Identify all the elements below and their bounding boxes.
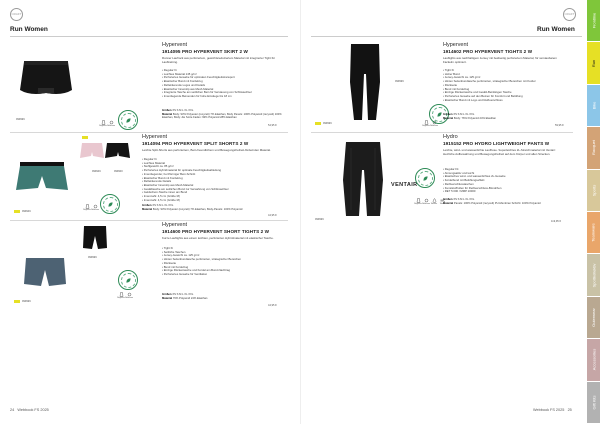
waterproof-icon: Wasser (431, 198, 437, 205)
product-specs: Größen XS S M L XL XXL Material Body: 93% Polyester (recycelt) 7% Elasthan, Body-Panels: 100% Polyamid (142, 204, 243, 211)
thumb-code: 999900 (114, 170, 123, 173)
leaf-icon (422, 175, 429, 182)
tab-accessories[interactable]: Accessories (587, 339, 600, 381)
feature-list: • Tight fit • Hoher Bund • Jersey-Gewicht ca. 125 g/m² • Hinten Seitenbundtasche perforierten, strategischer Bereichen mit Kordel • Rückseite • Bund mit Kordelzug • Einzige Rückentasche und Gesäß-Beinlängen Tasche • Perforiertes Gewebe auf den Beinen für Komfort und Belüftung • Elastischer Bund mit Logo und Reißverschluss (443, 69, 567, 102)
product-code: 999999 (315, 122, 332, 125)
product-name: 1914602 PRO HYPERVENT TIGHTS 2 W (443, 49, 533, 54)
sustainability-badge (118, 110, 138, 130)
reflective-icon: Reflexion (431, 120, 437, 127)
ventair-logo: VENTAIR (391, 182, 418, 188)
sustainability-badge (415, 168, 435, 188)
shorts-image (14, 160, 70, 196)
product-card[interactable] (10, 220, 288, 308)
pants-image (341, 140, 385, 218)
tab-racquet[interactable]: Racquet (587, 127, 600, 169)
brand-logo: CRAFT (10, 8, 23, 21)
price: 44,95 € (268, 214, 277, 217)
product-name: 1914094 PRO HYPERVENT SPLIT SHORTS 2 W (142, 141, 249, 146)
product-image[interactable] (14, 160, 70, 196)
tab-sportkollektiv[interactable]: Sportkollektiv (587, 254, 600, 296)
product-divider (10, 132, 288, 133)
reflective-icon: Reflexion (108, 120, 114, 127)
leaf-icon (436, 111, 443, 118)
feature-icons (100, 120, 114, 127)
reflective-icon: Reflexion (423, 198, 429, 205)
feature-list: • Regular fit • Leichtes Material • Stoffgewicht ca. 85 g/m² • Perforiertes Hybridmaterial für optimale Feuchtigkeitsableitung • Innenliegender, herzförmiger Bein-Schnitt • Elastischer Bund mit Kordelzug • Reflektierende Details • Elastischer Innenslip aus Mesh-Material • Gesäßtasche am seitlichen Bund zur Verwahrung von Schlüssel/Gel • Geldschein-Tasche innen am Bund • Innennaht: 4,5 cm (Größe M) • Innennaht: 4,5 cm (Größe M) (142, 158, 277, 202)
regular-fit-icon: Reguläre (84, 204, 90, 211)
product-code: 999999 (16, 118, 25, 121)
short-tights-image (20, 256, 70, 288)
product-brand: Hypervent (162, 42, 188, 48)
product-image[interactable] (341, 140, 385, 218)
product-specs: Größen XS S M L XL XXL Material 76% Polyamid 24% Elasthan (162, 293, 208, 300)
product-description: Kurze Lauftights aus einem leichten, perforierten Hybridmaterial mit elastischer Tasche. (162, 236, 274, 240)
page-title: Run Women (537, 26, 575, 33)
product-name: 1914600 PRO HYPERVENT SHORT TIGHTS 2 W (162, 229, 270, 234)
thumb-code: 999999 (395, 80, 404, 83)
product-image[interactable] (345, 42, 385, 122)
product-specs: Größen XS S M L XL XXL Material Body: 93% Polyester (recycelt) 7% Elasthan, Body Panels: 100% Polyamid (recycelt) 100% Elasthan, Body: die Sorte Faden: 93% Polyamid 28% Elasthan (162, 109, 282, 119)
feature-icons (84, 204, 98, 211)
product-brand: Hydro (443, 134, 458, 140)
price: 119,95 € (551, 220, 561, 223)
feature-list: • Tight fit • Seitliche Taschen • Jersey-Gewicht ca. 125 g/m² • Hinten Seitenbundtasche perforierten, strategischer Bereichen • Rückseite • Bund mit Kordelzug • Einzige Rückentasche und Kordel am Bund-Nachtrag • Perforiertes Gewebe für Ventilation (162, 247, 282, 277)
product-card[interactable] (10, 40, 288, 132)
regular-fit-icon: Reguläre (423, 120, 429, 127)
product-code: 999999 (315, 218, 324, 221)
product-image[interactable] (16, 48, 76, 108)
product-code: 999999 (14, 300, 31, 303)
reflective-icon: Reflexion (92, 204, 98, 211)
skirt-image (16, 58, 76, 98)
product-brand: Hypervent (142, 134, 168, 140)
windproof-icon: Wind (439, 198, 445, 205)
category-tabs (587, 0, 600, 424)
product-image[interactable] (20, 256, 70, 288)
reflective-icon: Reflexion (126, 292, 132, 299)
product-card[interactable] (10, 132, 288, 218)
regular-fit-icon: Reguläre (118, 292, 124, 299)
product-code: 999949 (14, 210, 31, 213)
product-description: Leichte, wind- und wasserdichte Laufhose. Superleichtes 2L-Stretchmaterial mit Ventair: Herrliche Aufbewahrung und Bewegungsfreiheit auf dem Körper und allen Strecken. (443, 148, 556, 156)
tab-teamware[interactable]: Teamware (587, 212, 600, 254)
brand-logo: CRAFT (563, 8, 576, 21)
thumb-code: 999949 (92, 170, 101, 173)
product-description: Runner Laufrock aus perforiertem, gewichtsreduziertem Material mit integrierter Tight für Lauftraining. (162, 56, 275, 64)
right-page (300, 0, 600, 424)
product-name: 1914095 PRO HYPERVENT SKIRT 2 W (162, 49, 248, 54)
tab-outerwear[interactable]: Outerwear (587, 297, 600, 339)
feature-icons (415, 198, 445, 205)
sustainability-badge (118, 270, 138, 290)
tab-gift-kits[interactable]: Gift Kits (587, 382, 600, 424)
feature-icons (118, 292, 132, 299)
product-divider (311, 132, 573, 133)
tab-sports[interactable]: Sports (587, 170, 600, 212)
product-brand: Hypervent (443, 42, 469, 48)
price: 54,95 € (268, 124, 277, 127)
product-description: Leichte Split-Shorts aus perforiertem, Bein-freundlichem und Bewegungsfreiheit-fördernden Material. (142, 148, 271, 152)
product-card[interactable] (311, 132, 573, 228)
tab-bike[interactable]: Bike (587, 85, 600, 127)
regular-fit-icon: Reguläre (100, 120, 106, 127)
feature-list: • Regular Fit • Atmungsaktiv und leicht • Elastisches wind- und wasserdichtes 2L-Gewebe • Kordelbund mit Belüftungseffekt • Reißverschlusstaschen • Kunststoffrollen für Reißverschluss-Bündchen • RET 5 000 / MMP 10000 (443, 168, 567, 194)
product-image-variants[interactable] (80, 140, 130, 166)
price: 59,95 € (555, 124, 564, 127)
leaf-icon (107, 201, 114, 208)
leaf-icon (125, 277, 132, 284)
title-divider (10, 36, 288, 37)
short-tights-variant-image (80, 224, 110, 254)
tab-run[interactable]: Run (587, 42, 600, 84)
product-image-variant[interactable] (80, 224, 110, 254)
product-card[interactable] (311, 40, 573, 132)
sustainability-badge (100, 194, 120, 214)
page-number: 24 Webbook FS 2025 (10, 408, 49, 412)
price: 44,95 € (268, 304, 277, 307)
product-description: Lauftights aus nachhaltigem Jersey mit beidseitig perforiertem Material, für verstaubarem Fackelm optimiert. (443, 56, 557, 64)
new-badge (82, 136, 88, 139)
product-specs: Größen XS S M L XL XXL Material Panels: 100% Polyamid (recycelt) PU-Membran Schicht: 100% Polyamid (443, 198, 541, 205)
product-divider (10, 220, 288, 221)
shorts-variants-image (80, 140, 130, 166)
page-number: Webbook FS 2025 25 (533, 408, 572, 412)
leaf-icon (125, 117, 132, 124)
feature-list: • Regular fit • Leichtes Material 145 g/m² • Perforiertes Gewebe für optimalen Feuchtigkeitstransport • Elastischer Bund mit Kordelzug • Reflektierende Logos und Details • Elastischer Innenslip aus Mesh-Material • Integrierte Tasche am seitlichen Bein für Verstauung von Schlüssel/Gel • Innenliegende Beinenden für hohe Einstiege bis 18 cm (162, 69, 282, 99)
tights-image (345, 42, 385, 122)
title-divider (311, 36, 582, 37)
thumb-code: 999999 (88, 256, 97, 259)
page-title: Run Women (10, 26, 48, 33)
product-brand: Hypervent (162, 222, 188, 228)
product-specs: Größen XS S M L XL XXL Material Body: 76% Polyamid 24% Elasthan (443, 113, 497, 120)
tab-frontline[interactable]: Frontline (587, 0, 600, 42)
regular-fit-icon: Reguläre (415, 198, 421, 205)
product-name: 1915152 PRO HYDRO LIGHTWEIGHT PANTS W (443, 141, 550, 146)
